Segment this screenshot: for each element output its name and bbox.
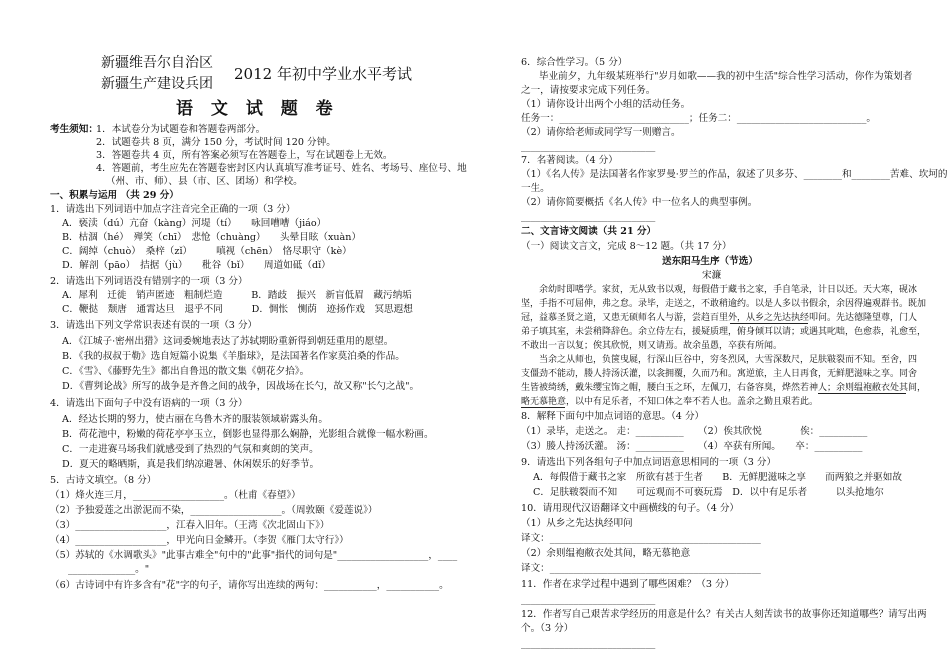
notice-item: 4．答题前，考生应先在答题卷密封区内认真填写准考证号、姓名、考场号、座位号、地	[96, 163, 467, 174]
option: A．《江城子·密州出猎》这词委婉地表达了苏轼期盼重新得到朝廷重用的愿望。	[62, 336, 394, 347]
question: 5．古诗文填空。（8 分）	[50, 475, 157, 486]
question: 个。（3 分）	[521, 623, 574, 634]
question: 6．综合性学习。（5 分）	[521, 57, 628, 68]
notice-item: 1．本试卷分为试题卷和答题卷两部分。	[96, 124, 266, 135]
sub-question: （1）《名人传》是法国著名作家罗曼·罗兰的作品，叙述了贝多芬、________和________苦难、坎坷的	[521, 169, 948, 180]
question: 2．请选出下列词语没有错别字的一项（3 分）	[50, 276, 248, 287]
answer-line: ____________________________	[521, 638, 656, 649]
answer-line: ____________________________	[521, 594, 656, 605]
instruction: （一）阅读文言文，完成 8～12 题。（共 17 分）	[521, 241, 732, 252]
passage-line: 冠，益慕圣贤之道，又患无硕师名人与游，尝趋百里外，从乡之先达执经叩问。先达德隆望尊，门人	[521, 313, 918, 323]
question: 10．请用现代汉语翻译文中画横线的句子。（4 分）	[521, 503, 740, 514]
question: 12．作者写自己艰苦求学经历的用意是什么？有关古人刻苦读书的故事你还知道哪些？请写出两	[521, 609, 927, 620]
notice-item: （州、市、师）、县（市、区、团场）和学校。	[106, 176, 303, 187]
sub-question: （1）从乡之先达执经叩问	[521, 518, 633, 529]
notice-label: 考生须知：	[50, 124, 98, 135]
passage-title: 送东阳马生序（节选）	[662, 256, 758, 267]
fill-line: （3）___________________，江春入旧年。（王湾《次北固山下》）	[50, 520, 330, 531]
question: 1．请选出下列词语中加点字注音完全正确的一项（3 分）	[50, 204, 296, 215]
question: 8．解释下面句中加点词语的意思。（4 分）	[521, 411, 705, 422]
fill-line: （6）古诗词中有许多含有"花"字的句子，请你写出连续的两句：___________，___________。	[50, 580, 449, 591]
section-heading: 二、文言诗文阅读（共 21 分）	[521, 226, 657, 237]
underline-mark	[818, 393, 906, 394]
option: D．夏天的略晒斯，真是我们纳凉避暑、休闲娱乐的好季节。	[62, 459, 320, 470]
fill-line: （1）录毕，走送之。 走：__________ （2）俟其欣悦 俟：__________	[521, 426, 868, 437]
option: D．《曹刿论战》所写的战争是齐鲁之间的战争，因战场在长勺，故又称"长勺之战"。	[62, 381, 420, 392]
option: B．荷花池中，粉嫩的荷花亭亭玉立，倒影也显得那么娴静，光影组合就像一幅水粉画。	[62, 429, 434, 440]
translation-line: 译文：____________________________________________	[521, 563, 761, 574]
region-title-1: 新疆维吾尔自治区	[101, 55, 213, 71]
fill-line: （2）予独爱莲之出淤泥而不染，___________________。（周敦颐《爱莲说》）	[50, 505, 378, 516]
answer-line: ____________________________	[521, 141, 656, 152]
option: C．阔绰（chuò） 桑梓（zǐ） 嗔视（chēn） 恪尽职守（kè）	[62, 246, 352, 257]
passage-line: 弟子填其室，未尝稍降辞色。余立侍左右，援疑质理，俯身倾耳以请；或遇其叱咄，色愈恭，礼愈至，	[521, 327, 927, 337]
translation-line: 译文：____________________________________________	[521, 533, 761, 544]
fill-line: 任务一：___________________________；任务二：___________________________。	[521, 113, 876, 124]
paragraph: 一生。	[521, 183, 550, 194]
passage-line: 生皆被绮绣，戴朱缨宝饰之帽，腰白玉之环，左佩刀，右备容臭，烨然若神人；余则缊袍敝衣处其间，	[521, 383, 927, 393]
passage-line: 坚，手指不可屈伸，弗之怠。录毕，走送之，不敢稍逾约。以是人多以书假余，余因得遍观群书。既加	[521, 299, 927, 309]
fill-line: （3）媵人持汤沃灌。 汤：__________ （4）卒获有所闻。 卒：__________	[521, 441, 863, 452]
question: 9．请选出下列各组句子中加点词语意思相同的一项（3 分）	[521, 457, 777, 468]
notice-item: 3．答题卷共 4 页，所有答案必须写在答题卷上，写在试题卷上无效。	[96, 150, 393, 161]
sub-question: （2）余则缊袍敝衣处其间，略无慕艳意	[521, 548, 691, 559]
fill-line: （4）___________________，甲光向日金鳞开。（李贺《雁门太守行》）	[50, 535, 349, 546]
option: B．《我的叔叔于勒》选自短篇小说集《羊脂球》，是法国著名作家莫泊桑的作品。	[62, 351, 405, 362]
passage-line: 不敢出一言以复；俟其欣悦，则又请焉。故余虽愚，卒获有所闻。	[521, 341, 783, 351]
passage-line: 支僵劲不能动，媵人持汤沃灌，以衾拥覆，久而乃和。寓逆旅，主人日再食，无鲜肥滋味之享。同舍	[521, 369, 918, 379]
exam-title: 2012 年初中学业水平考试	[234, 65, 412, 83]
region-title-2: 新疆生产建设兵团	[101, 76, 213, 92]
section-heading: 一、积累与运用 （共 29 分）	[50, 190, 179, 201]
option: C．《雪》、《藤野先生》都出自鲁迅的散文集《朝花夕拾》。	[62, 366, 310, 377]
option: C．鞭挞 颓唐 通霄达旦 退乎不同 D．惆怅 恻荫 迹扬作戏 冥思遐想	[62, 304, 413, 315]
passage-line: 略无慕艳意，以中有足乐者，不知口体之奉不若人也。盖余之勤且艰若此。	[521, 397, 819, 407]
option: D．解剖（pāo） 拮据（jù） 秕谷（bǐ） 周道如砥（dǐ）	[62, 260, 331, 271]
question: 11．作者在求学过程中遇到了哪些困难？（3 分）	[521, 579, 735, 590]
option: B．枯涸（hé） 殚笑（chī） 悲怆（chuàng） 头晕目眩（xuàn）	[62, 232, 362, 243]
answer-line: ____________________________	[521, 211, 656, 222]
sub-question: （2）请你简要概括《名人传》中一位名人的典型事例。	[521, 197, 758, 208]
option: A．每假借于藏书之家 所欲有甚于生者 B．无鲜肥滋味之享 而两狼之并驱如故	[533, 472, 902, 483]
option: C．足肤皲裂而不知 可远观而不可亵玩焉 D．以中有足乐者 以头抢地尔	[533, 487, 884, 498]
fill-line: （5）苏轼的《水调歌头》"此事古难全"句中的"此事"指代的词句是"___________________，____	[50, 550, 458, 561]
option: A．亵渎（dú）亢奋（kàng）河堤（tí） 咏回嘈嘈（jiáo）	[62, 218, 327, 229]
question: 4．请选出下面句子中没有语病的一项（3 分）	[50, 398, 248, 409]
underline-mark	[730, 323, 808, 324]
notice-item: 2．试题卷共 8 页，满分 150 分，考试时间 120 分钟。	[96, 137, 336, 148]
option: A．犀利 迁徙 销声匿迹 粗制烂造 B．踏歧 振兴 新盲低眉 藏污纳垢	[62, 290, 412, 301]
fill-line: （1）烽火连三月，___________________。（杜甫《春望》）	[50, 490, 301, 501]
paper-subject: 语 文 试 题 卷	[176, 99, 339, 119]
sub-question: （2）请你给老师或同学写一则赠言。	[521, 127, 681, 138]
paragraph: 毕业前夕，九年级某班举行"岁月如歌——我的初中生活"综合性学习活动，你作为策划者	[539, 71, 913, 82]
option: A．经达长期的努力，使古丽在乌鲁木齐的服装领域崭露头角。	[62, 414, 328, 425]
passage-author: 宋濂	[702, 270, 722, 281]
question: 7．名著阅读。（4 分）	[521, 155, 618, 166]
passage-line: 余幼时即嗜学。家贫，无从致书以观，每假借于藏书之家，手自笔录，计日以还。天大寒，砚冰	[539, 285, 918, 295]
fill-line: ______________。"	[68, 564, 150, 575]
option: C．一走进赛马场我们就感受到了热烈的气氛和爽朗的笑声。	[62, 444, 319, 455]
underline-mark	[521, 407, 565, 408]
sub-question: （1）请你设计出两个小组的活动任务。	[521, 99, 691, 110]
paragraph: 之一，请按要求完成下列任务。	[521, 85, 656, 96]
question: 3．请选出下列文学常识表述有误的一项（3 分）	[50, 320, 258, 331]
passage-line: 当余之从师也，负箧曳屣，行深山巨谷中，穷冬烈风，大雪深数尺，足肤皲裂而不知。至舍，四	[539, 355, 918, 365]
